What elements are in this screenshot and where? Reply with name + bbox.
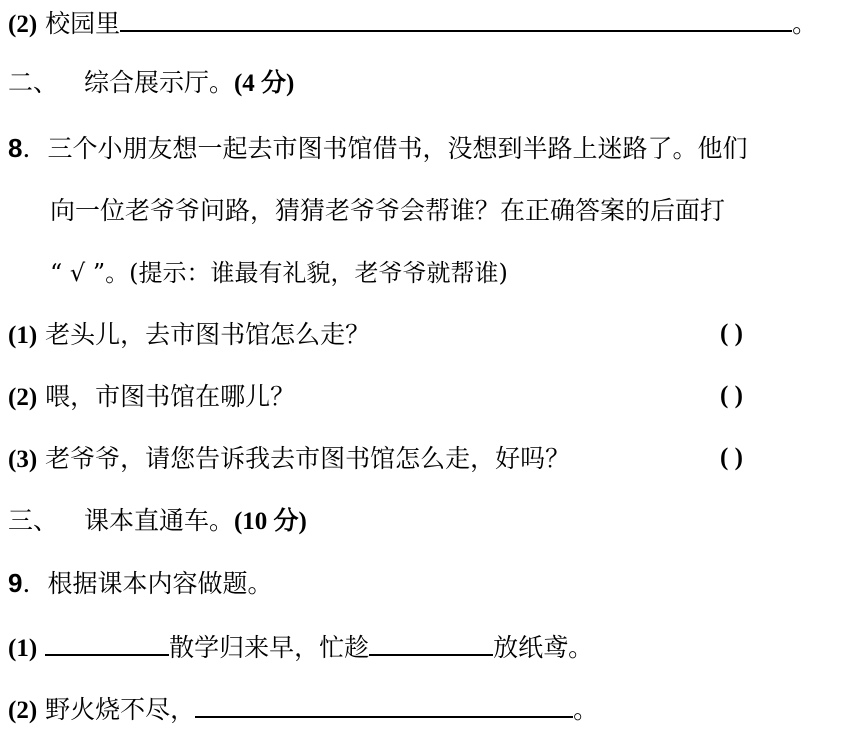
option-text: 老爷爷，请您告诉我去市图书馆怎么走，好吗？ (45, 444, 571, 473)
question-8 (8, 133, 747, 164)
option-1 (8, 320, 370, 351)
question-text: ．三个小朋友想一起去市图书馆借书，没想到半路上迷路了。他们 (22, 134, 748, 163)
fill-blank[interactable] (369, 632, 493, 656)
poem-text: 散学归来早，忙趁 (169, 633, 370, 662)
answer-paren-1[interactable]: ( ) (720, 320, 743, 347)
section-number: 三、 (8, 506, 59, 535)
question-8-hint (50, 258, 508, 288)
section-score: (10 分) (233, 508, 307, 535)
question-hint: “ √ ”。(提示：谁最有礼貌，老爷爷就帮谁) (50, 259, 508, 287)
poem-text: 放纸鸢。 (493, 633, 594, 662)
question-number: 8 (8, 133, 23, 163)
item-number: (1) (8, 635, 38, 662)
section-title: 综合展示厅。 (83, 68, 234, 97)
answer-paren-2[interactable]: ( ) (720, 382, 743, 409)
item-end: 。 (573, 695, 599, 724)
poem-text: 野火烧不尽， (45, 695, 196, 724)
question-number: 9 (8, 568, 23, 598)
item-text: 校园里 (45, 9, 121, 38)
answer-paren-3[interactable]: ( ) (720, 444, 743, 471)
item-end: 。 (792, 9, 818, 38)
section-heading-3 (8, 506, 307, 537)
section-score: (4 分) (233, 70, 295, 97)
option-3 (8, 444, 570, 475)
item-number: (2) (8, 11, 38, 38)
option-text: 老头儿，去市图书馆怎么走？ (45, 320, 371, 349)
option-2 (8, 382, 295, 413)
question-text: ．根据课本内容做题。 (22, 569, 273, 598)
item-number: (2) (8, 697, 38, 724)
question-8-cont (50, 196, 725, 226)
answer-line-2 (8, 8, 817, 40)
poem-line-1 (8, 632, 593, 664)
option-number: (1) (8, 322, 38, 349)
fill-blank[interactable] (195, 694, 573, 718)
option-number: (2) (8, 384, 38, 411)
fill-blank[interactable] (120, 8, 792, 32)
question-text: 向一位老爷爷问路，猜猜老爷爷会帮谁？在正确答案的后面打 (50, 196, 726, 225)
option-number: (3) (8, 446, 38, 473)
section-heading-2 (8, 68, 294, 99)
poem-line-2 (8, 694, 598, 726)
section-title: 课本直通车。 (83, 506, 234, 535)
section-number: 二、 (8, 68, 59, 97)
option-text: 喂，市图书馆在哪儿？ (45, 382, 296, 411)
fill-blank[interactable] (45, 632, 169, 656)
question-9 (8, 568, 272, 599)
